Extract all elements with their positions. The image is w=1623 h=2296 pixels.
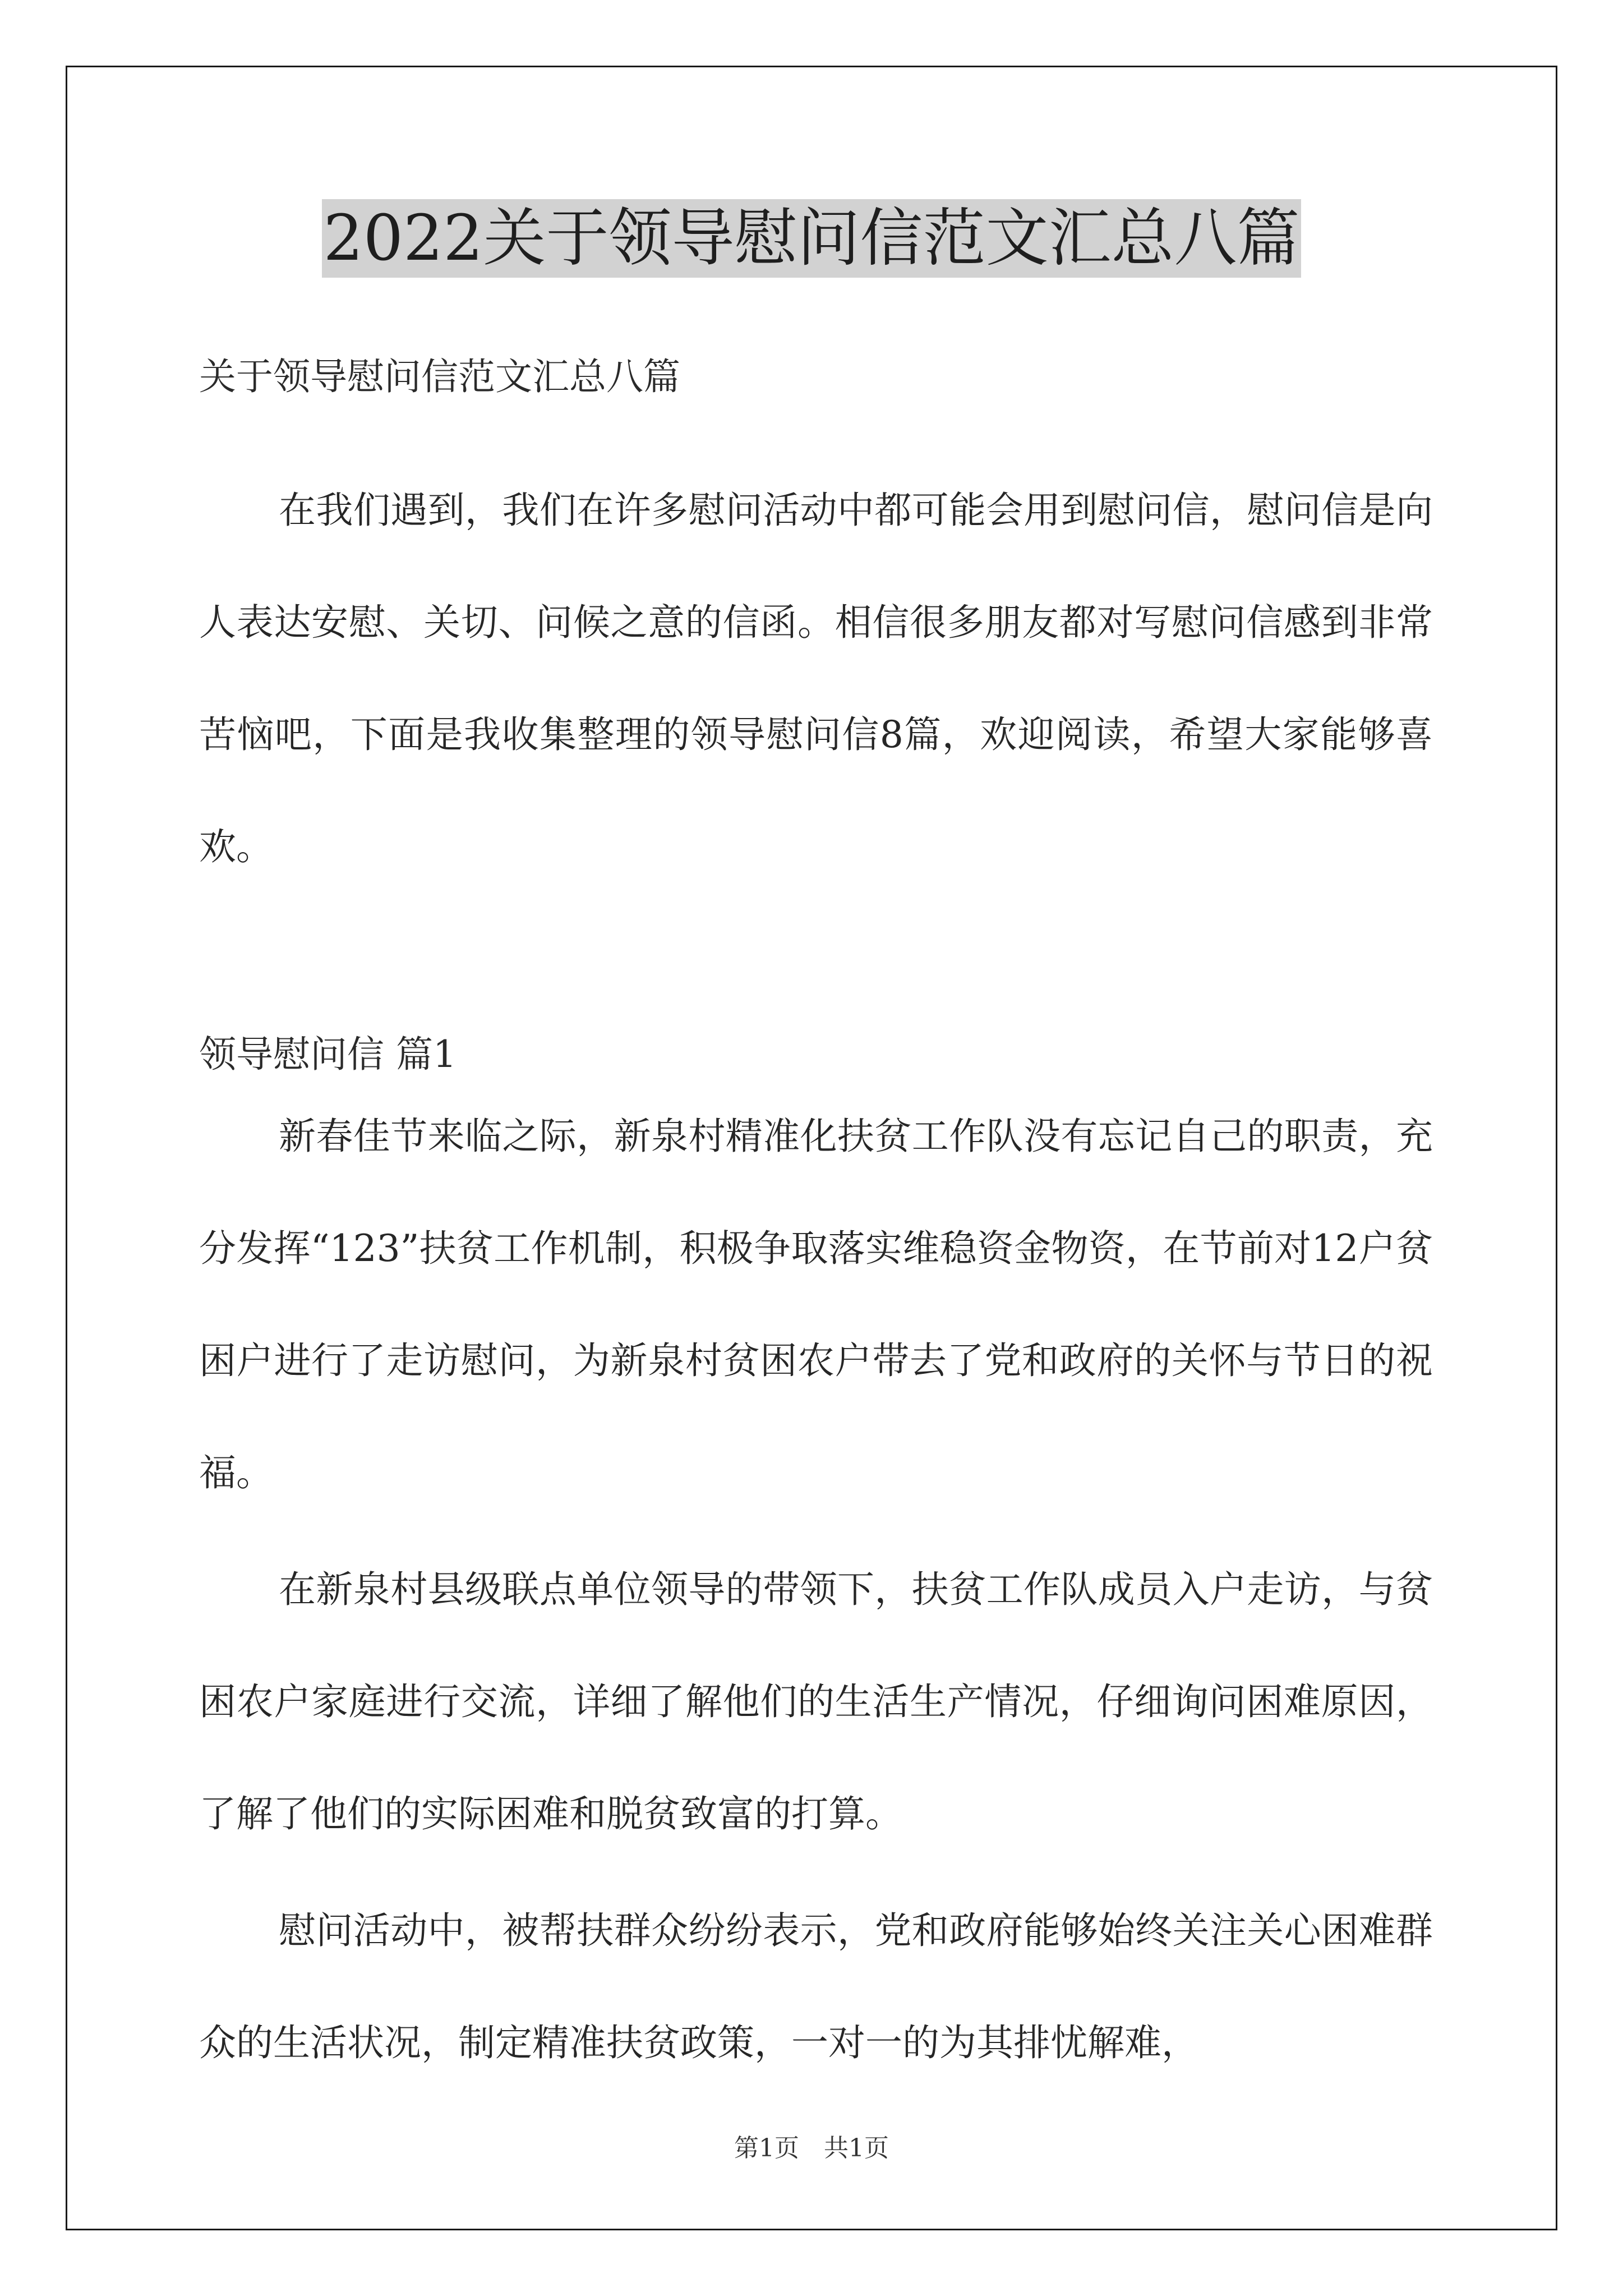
document-title: 2022关于领导慰问信范文汇总八篇 xyxy=(322,199,1301,278)
body-paragraph-3: 慰问活动中，被帮扶群众纷纷表示，党和政府能够始终关注关心困难群众的生活状况，制定精准扶贫政策，一对一的为其排忧解难， xyxy=(199,1909,1433,2064)
title-container xyxy=(0,199,1623,278)
document-subtitle: 关于领导慰问信范文汇总八篇 xyxy=(199,355,680,398)
intro-paragraph: 在我们遇到，我们在许多慰问活动中都可能会用到慰问信，慰问信是向人表达安慰、关切、问候之意的信函。相信很多朋友都对写慰问信感到非常苦恼吧，下面是我收集整理的领导慰问信8篇，欢迎阅读，希望大家能够喜欢。 xyxy=(199,489,1433,868)
body-paragraph-1: 新春佳节来临之际，新泉村精准化扶贫工作队没有忘记自己的职责，充分发挥“123”扶贫工作机制，积极争取落实维稳资金物资，在节前对12户贫困户进行了走访慰问，为新泉村贫困农户带去了党和政府的关怀与节日的祝福。 xyxy=(199,1115,1433,1494)
section-heading: 领导慰问信 篇1 xyxy=(199,1033,457,1076)
body-paragraph-2: 在新泉村县级联点单位领导的带领下，扶贫工作队成员入户走访，与贫困农户家庭进行交流，详细了解他们的生活生产情况，仔细询问困难原因，了解了他们的实际困难和脱贫致富的打算。 xyxy=(199,1568,1433,1835)
page-footer: 第1页 共1页 xyxy=(734,2134,889,2162)
